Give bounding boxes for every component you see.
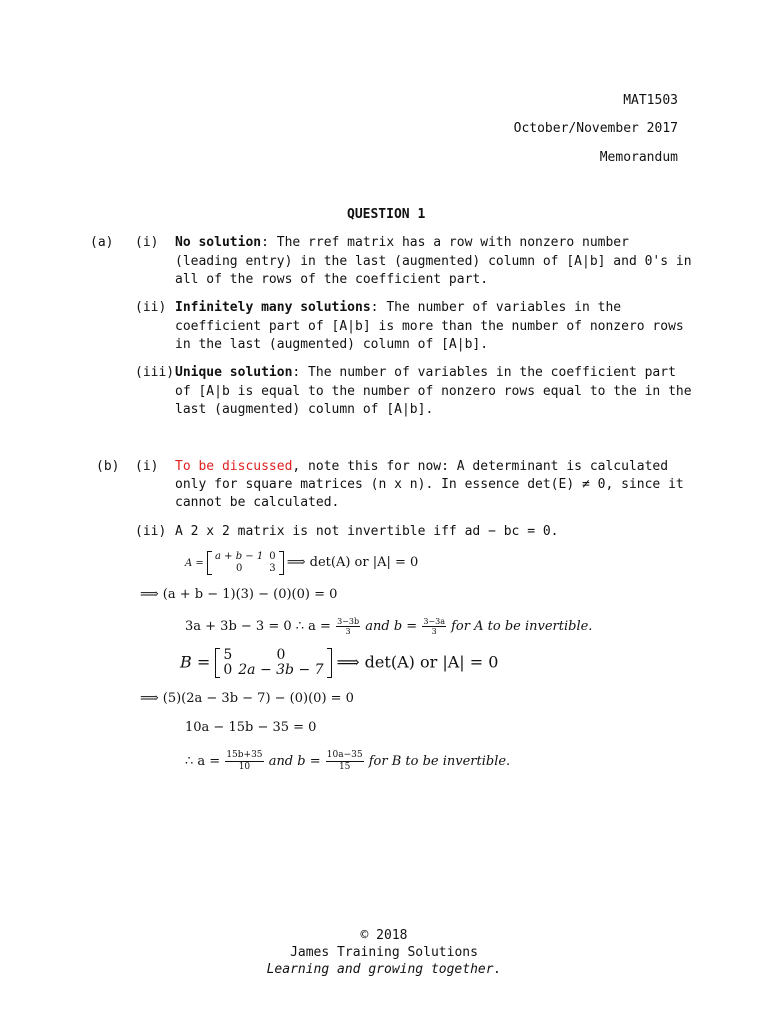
step-5-equation [185, 750, 510, 773]
unique-solution-text-1: : The number of variables in the coefficient part [292, 365, 676, 380]
part-a-iii-line1 [175, 365, 676, 380]
step-2-tail: for A to be invertible. [451, 619, 593, 634]
unique-solution-heading: Unique solution [175, 365, 293, 380]
matrix-a-cell: 0 [269, 551, 276, 562]
fraction-a-den: 3 [345, 627, 351, 636]
matrix-b-conclusion: ⟹ det(A) or |A| = 0 [336, 652, 499, 672]
matrix-a [207, 551, 284, 575]
fraction-b2 [326, 750, 364, 773]
part-b-label: (b) [96, 459, 120, 474]
step-2-lhs: 3a + 3b − 3 = 0 ∴ a = [185, 619, 331, 634]
document-type: Memorandum [599, 150, 678, 165]
fraction-a2-num: 15b+35 [226, 750, 263, 760]
step-5-lhs: ∴ a = [185, 754, 221, 769]
infinite-solutions-heading: Infinitely many solutions [175, 300, 371, 315]
part-b-i-num: (i) [135, 459, 159, 474]
step-2-mid: and b = [365, 619, 418, 634]
part-a-iii-line2: of [A|b is equal to the number of nonzero rows equal to the in the [175, 384, 692, 399]
course-code: MAT1503 [623, 93, 678, 108]
fraction-a2 [225, 750, 263, 773]
footer-company: James Training Solutions [290, 945, 478, 960]
step-2-equation [185, 617, 592, 636]
part-a-i-line2: (leading entry) in the last (augmented) column of [A|b] and 0's in [175, 254, 692, 269]
fraction-a2-den: 10 [238, 762, 251, 772]
fraction-b2-den: 15 [338, 762, 351, 772]
infinite-solutions-text-1: : The number of variables in the [370, 300, 622, 315]
fraction-b-num: 3−3a [423, 617, 445, 626]
fraction-b-den: 3 [431, 627, 437, 636]
part-a-ii-line3: in the last (augmented) column of [A|b]. [175, 337, 489, 352]
step-3-equation: ⟹ (5)(2a − 3b − 7) − (0)(0) = 0 [140, 691, 354, 706]
exam-session: October/November 2017 [513, 121, 678, 136]
part-a-ii-line2: coefficient part of [A|b] is more than the number of nonzero rows [175, 319, 684, 334]
matrix-b-label: B = [180, 652, 211, 672]
step-1-equation: ⟹ (a + b − 1)(3) − (0)(0) = 0 [140, 587, 338, 602]
no-solution-text-1: : The rref matrix has a row with nonzero number [261, 235, 629, 250]
fraction-b2-num: 10a−35 [326, 750, 363, 760]
part-a-iii-line3: last (augmented) column of [A|b]. [175, 402, 434, 417]
fraction-b [422, 617, 446, 636]
step-5-mid: and b = [268, 754, 321, 769]
matrix-b-cell: 0 [276, 647, 286, 663]
matrix-b-cell: 2a − 3b − 7 [238, 662, 324, 678]
question-title: QUESTION 1 [347, 207, 426, 222]
fraction-a-num: 3−3b [337, 617, 360, 626]
matrix-b [215, 648, 331, 678]
step-5-tail: for B to be invertible. [368, 754, 511, 769]
part-b-ii-num: (ii) [135, 524, 167, 539]
part-a-i-line1 [175, 235, 629, 250]
part-a-ii-num: (ii) [135, 300, 167, 315]
matrix-a-equation [185, 551, 418, 575]
invertibility-statement: A 2 x 2 matrix is not invertible iff ad − bc = 0. [175, 524, 559, 539]
part-a-i-line3: all of the rows of the coefficient part. [175, 272, 489, 287]
part-b-i-line1 [175, 459, 668, 474]
matrix-a-cell: a + b − 1 [215, 551, 264, 562]
part-b-i-text-1: , note this for now: A determinant is calculated [292, 459, 669, 474]
footer-tagline: Learning and growing together. [266, 962, 502, 977]
to-be-discussed-highlight: To be discussed [175, 459, 293, 474]
no-solution-heading: No solution [175, 235, 262, 250]
matrix-b-cell: 0 [223, 662, 233, 678]
step-4-equation: 10a − 15b − 35 = 0 [185, 720, 317, 735]
matrix-a-cell: 3 [269, 563, 276, 574]
part-b-i-line2: only for square matrices (n x n). In essence det(E) ≠ 0, since it [175, 477, 684, 492]
part-b-i-line3: cannot be calculated. [175, 495, 340, 510]
matrix-b-equation [180, 648, 498, 678]
matrix-b-cell: 5 [223, 647, 233, 663]
matrix-a-label: A = [185, 557, 204, 569]
fraction-a [336, 617, 360, 636]
footer-copyright: © 2018 [360, 928, 408, 943]
matrix-a-conclusion: ⟹ det(A) or |A| = 0 [286, 554, 419, 570]
part-a-label: (a) [90, 235, 114, 250]
matrix-a-cell: 0 [235, 563, 243, 574]
part-a-i-num: (i) [135, 235, 159, 250]
part-a-ii-line1 [175, 300, 621, 315]
part-a-iii-num: (iii) [135, 365, 175, 380]
